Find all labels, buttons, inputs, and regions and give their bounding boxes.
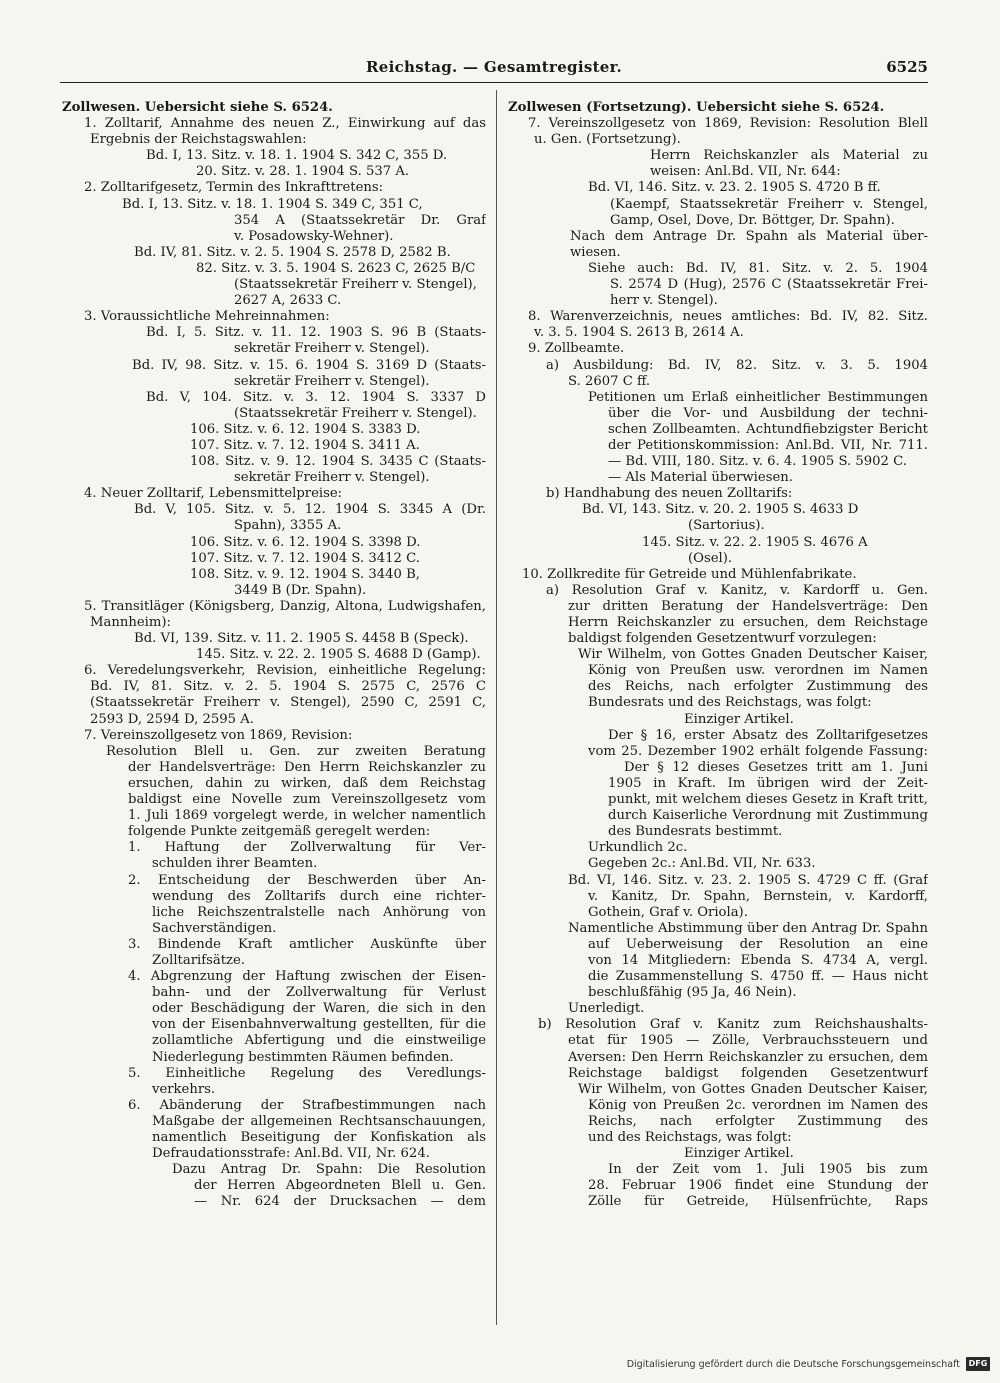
text-line: (Staatssekretär Freiherr v. Stengel), [234, 277, 477, 293]
text-line: Bd. VI, 143. Sitz. v. 20. 2. 1905 S. 4633 D [582, 502, 859, 518]
dfg-logo: DFG [966, 1357, 990, 1371]
text-line: von 14 Mitgliedern: Ebenda S. 4734 A, vergl. [588, 952, 928, 968]
text-line: (Staatssekretär Freiherr v. Stengel), 2590 C, 2591 C, [90, 695, 486, 711]
text-line: Bd. V, 105. Sitz. v. 5. 12. 1904 S. 3345 A (Dr. [134, 502, 486, 518]
text-line: sekretär Freiherr v. Stengel). [234, 341, 430, 357]
text-line: 107. Sitz. v. 7. 12. 1904 S. 3411 A. [190, 437, 420, 453]
text-line: bahn- und der Zollverwaltung für Verlust [152, 985, 486, 1001]
text-line: König von Preußen 2c. verordnen im Namen des [588, 1097, 928, 1113]
text-line: Gothein, Graf v. Oriola). [588, 904, 748, 920]
text-line: der Handelsverträge: Den Herrn Reichskanzler zu [128, 759, 486, 775]
text-line: 20. Sitz. v. 28. 1. 1904 S. 537 A. [196, 164, 410, 180]
text-line: Zollwesen. Uebersicht siehe S. 6524. [62, 100, 333, 115]
text-line: Reichstage baldigst folgenden Gesetzentwurf [568, 1065, 928, 1081]
text-line: (Sartorius). [688, 518, 765, 534]
text-line: 4. Neuer Zolltarif, Lebensmittelpreise: [84, 486, 343, 502]
text-line: baldigst folgenden Gesetzentwurf vorzulegen: [568, 631, 877, 647]
text-line: sekretär Freiherr v. Stengel). [234, 470, 430, 486]
text-line: — Bd. VIII, 180. Sitz. v. 6. 4. 1905 S. 5902 C. [608, 454, 907, 470]
footer [560, 1356, 990, 1374]
text-line: Bd. V, 104. Sitz. v. 3. 12. 1904 S. 3337 D [146, 389, 486, 405]
left-column [62, 100, 486, 1210]
text-line: und des Reichstags, was folgt: [588, 1130, 792, 1145]
page-header [60, 58, 928, 80]
text-line: wiesen. [570, 244, 621, 260]
text-line: Aversen: Den Herrn Reichskanzler zu ersuchen, dem [568, 1049, 928, 1065]
text-line: Einziger Artikel. [684, 711, 794, 727]
text-line: 1905 in Kraft. Im übrigen wird der Zeit- [608, 775, 928, 791]
text-line: Gamp, Osel, Dove, Dr. Böttger, Dr. Spahn). [610, 212, 895, 228]
text-line: Bd. IV, 98. Sitz. v. 15. 6. 1904 S. 3169 D (Staats- [132, 357, 486, 373]
text-line: 3449 B (Dr. Spahn). [234, 582, 367, 598]
text-line: 1. Zolltarif, Annahme des neuen Z., Einwirkung auf das [84, 116, 486, 132]
text-line: Wir Wilhelm, von Gottes Gnaden Deutscher Kaiser, [578, 647, 928, 663]
text-line: v. Kanitz, Dr. Spahn, Bernstein, v. Kardorff, [588, 888, 928, 904]
text-line: 10. Zollkredite für Getreide und Mühlenfabrikate. [522, 566, 857, 582]
text-line: Bd. IV, 81. Sitz. v. 2. 5. 1904 S. 2575 C, 2576 C [90, 679, 486, 695]
text-line: Dazu Antrag Dr. Spahn: Die Resolution [172, 1162, 486, 1178]
text-line: 7. Vereinszollgesetz von 1869, Revision: [84, 727, 353, 743]
text-line: v. 3. 5. 1904 S. 2613 B, 2614 A. [534, 325, 744, 341]
text-line: Gegeben 2c.: Anl.Bd. VII, Nr. 633. [588, 856, 816, 872]
text-line: v. Posadowsky-Wehner). [234, 228, 394, 244]
text-line: des Reichs, nach erfolgter Zustimmung des [588, 679, 928, 695]
text-line: etat für 1905 — Zölle, Verbrauchssteuern und [568, 1033, 928, 1049]
text-line: 108. Sitz. v. 9. 12. 1904 S. 3435 C (Staats- [190, 454, 486, 470]
text-line: verkehrs. [152, 1081, 216, 1097]
text-line: Zolltarifsätze. [152, 952, 245, 968]
text-line: Bundesrats und des Reichstags, was folgt: [588, 695, 872, 711]
text-line: Sachverständigen. [152, 920, 277, 936]
text-line: Bd. I, 13. Sitz. v. 18. 1. 1904 S. 342 C, 355 D. [146, 148, 448, 164]
text-line: über die Vor- und Ausbildung der techni- [608, 405, 928, 421]
text-line: Unerledigt. [568, 1001, 645, 1017]
text-line: Siehe auch: Bd. IV, 81. Sitz. v. 2. 5. 1904 [588, 260, 928, 276]
text-line: vom 25. Dezember 1902 erhält folgende Fassung: [588, 743, 928, 759]
text-line: Bd. VI, 146. Sitz. v. 23. 2. 1905 S. 4729 C ff. (Graf [568, 872, 928, 888]
text-line: weisen: Anl.Bd. VII, Nr. 644: [650, 164, 841, 180]
text-line: baldigst eine Novelle zum Vereinszollgesetz vom [128, 792, 486, 808]
text-line: Zollwesen (Fortsetzung). Uebersicht siehe S. 6524. [508, 100, 885, 115]
text-line: herr v. Stengel). [610, 293, 718, 309]
text-line: 106. Sitz. v. 6. 12. 1904 S. 3383 D. [190, 421, 421, 437]
text-line: Der § 12 dieses Gesetzes tritt am 1. Juni [624, 759, 928, 775]
text-line: Nach dem Antrage Dr. Spahn als Material über- [570, 228, 928, 244]
text-line: auf Ueberweisung der Resolution an eine [588, 936, 928, 952]
page-number: 6525 [886, 58, 928, 76]
text-line: 145. Sitz. v. 22. 2. 1905 S. 4676 A [642, 534, 868, 550]
text-line: Spahn), 3355 A. [234, 518, 342, 534]
text-line: — Als Material überwiesen. [608, 470, 793, 486]
text-line: (Kaempf, Staatssekretär Freiherr v. Stengel, [610, 196, 928, 212]
text-line: die Zusammenstellung S. 4750 ff. — Haus nicht [588, 969, 928, 985]
text-line: 2. Entscheidung der Beschwerden über An- [128, 872, 486, 888]
text-line: — Nr. 624 der Drucksachen — dem [194, 1194, 486, 1210]
text-line: Der § 16, erster Absatz des Zolltarifgesetzes [608, 727, 928, 743]
text-line: zollamtliche Abfertigung und die einstweilige [152, 1033, 486, 1049]
text-line: Bd. I, 13. Sitz. v. 18. 1. 1904 S. 349 C, 351 C, [122, 196, 423, 212]
text-line: 1. Haftung der Zollverwaltung für Ver- [128, 840, 486, 856]
text-line: 145. Sitz. v. 22. 2. 1905 S. 4688 D (Gamp). [196, 647, 481, 663]
text-line: Herrn Reichskanzler zu ersuchen, dem Reichstage [568, 615, 928, 630]
text-line: sekretär Freiherr v. Stengel). [234, 373, 430, 389]
column-divider [496, 90, 497, 1325]
text-line: wendung des Zolltarifs durch eine richter- [152, 888, 486, 904]
text-line: (Osel). [688, 550, 733, 566]
text-line: 28. Februar 1906 findet eine Stundung der [588, 1178, 928, 1194]
text-line: durch Kaiserliche Verordnung mit Zustimmung [608, 808, 928, 824]
text-line: Namentliche Abstimmung über den Antrag Dr. Spahn [568, 920, 928, 936]
text-line: 5. Transitläger (Königsberg, Danzig, Altona, Ludwigshafen, [84, 598, 486, 614]
text-line: (Staatssekretär Freiherr v. Stengel). [234, 405, 477, 421]
text-line: 2. Zolltarifgesetz, Termin des Inkrafttretens: [84, 180, 384, 196]
text-line: 3. Voraussichtliche Mehreinnahmen: [84, 309, 330, 325]
text-line: 6. Veredelungsverkehr, Revision, einheitliche Regelung: [84, 663, 486, 679]
text-line: Ergebnis der Reichstagswahlen: [90, 132, 307, 148]
text-line: Resolution Blell u. Gen. zur zweiten Beratung [106, 743, 486, 759]
text-line: 82. Sitz. v. 3. 5. 1904 S. 2623 C, 2625 B/C [196, 260, 476, 276]
text-line: Mannheim): [90, 615, 171, 630]
text-line: beschlußfähig (95 Ja, 46 Nein). [588, 985, 797, 1001]
text-line: schen Zollbeamten. Achtundfiebzigster Bericht [608, 421, 928, 437]
text-line: Wir Wilhelm, von Gottes Gnaden Deutscher Kaiser, [578, 1081, 928, 1097]
text-line: namentlich Beseitigung der Konfiskation als [152, 1130, 486, 1145]
text-line: 108. Sitz. v. 9. 12. 1904 S. 3440 B, [190, 566, 420, 582]
text-line: punkt, mit welchem dieses Gesetz in Kraft tritt, [608, 792, 928, 808]
text-line: b) Handhabung des neuen Zolltarifs: [546, 486, 793, 502]
text-line: b) Resolution Graf v. Kanitz zum Reichshaushalts- [538, 1017, 928, 1033]
text-line: 9. Zollbeamte. [528, 341, 625, 357]
text-line: König von Preußen usw. verordnen im Namen [588, 663, 928, 679]
text-line: der Herren Abgeordneten Blell u. Gen. [194, 1178, 486, 1194]
text-line: liche Reichszentralstelle nach Anhörung von [152, 904, 486, 920]
footer-credit: Digitalisierung gefördert durch die Deutsche Forschungsgemeinschaft [626, 1359, 960, 1370]
text-line: Urkundlich 2c. [588, 840, 688, 856]
text-line: schulden ihrer Beamten. [152, 856, 318, 872]
text-line: 6. Abänderung der Strafbestimmungen nach [128, 1097, 486, 1113]
text-line: folgende Punkte zeitgemäß geregelt werden: [128, 824, 431, 840]
text-line: 107. Sitz. v. 7. 12. 1904 S. 3412 C. [190, 550, 420, 566]
right-column [508, 100, 928, 1210]
text-line: Bd. VI, 146. Sitz. v. 23. 2. 1905 S. 4720 B ff. [588, 180, 881, 196]
text-line: Bd. VI, 139. Sitz. v. 11. 2. 1905 S. 4458 B (Speck). [134, 631, 469, 647]
text-line: S. 2574 D (Hug), 2576 C (Staatssekretär Frei- [610, 277, 928, 293]
text-line: der Petitionskommission: Anl.Bd. VII, Nr. 711. [608, 437, 928, 453]
text-line: zur dritten Beratung der Handelsverträge: Den [568, 598, 928, 614]
text-line: 2627 A, 2633 C. [234, 293, 342, 309]
text-line: Defraudationsstrafe: Anl.Bd. VII, Nr. 624. [152, 1146, 430, 1162]
text-line: von der Eisenbahnverwaltung gestellten, für die [152, 1017, 486, 1033]
text-line: Einziger Artikel. [684, 1146, 794, 1162]
text-line: a) Resolution Graf v. Kanitz, v. Kardorff u. Gen. [546, 582, 928, 598]
text-line: 354 A (Staatssekretär Dr. Graf [234, 212, 486, 228]
text-line: des Bundesrats bestimmt. [608, 824, 783, 840]
text-line: oder Beschädigung der Waren, die sich in den [152, 1001, 486, 1017]
text-line: 7. Vereinszollgesetz von 1869, Revision: Resolution Blell [528, 116, 928, 132]
text-line: S. 2607 C ff. [568, 373, 651, 389]
text-line: 106. Sitz. v. 6. 12. 1904 S. 3398 D. [190, 534, 421, 550]
text-line: Niederlegung bestimmten Räumen befinden. [152, 1049, 454, 1065]
text-line: 2593 D, 2594 D, 2595 A. [90, 711, 254, 727]
text-line: Bd. IV, 81. Sitz. v. 2. 5. 1904 S. 2578 D, 2582 B. [134, 244, 451, 260]
text-line: u. Gen. (Fortsetzung). [534, 132, 681, 148]
text-line: Herrn Reichskanzler als Material zu [650, 148, 928, 164]
text-line: Reichs, nach erfolgter Zustimmung des [588, 1113, 928, 1129]
text-line: 4. Abgrenzung der Haftung zwischen der Eisen- [128, 969, 486, 985]
running-head: Reichstag. — Gesamtregister. [365, 58, 622, 76]
text-line: a) Ausbildung: Bd. IV, 82. Sitz. v. 3. 5. 1904 [546, 357, 928, 373]
text-line: Maßgabe der allgemeinen Rechtsanschauungen, [152, 1113, 486, 1129]
text-line: 1. Juli 1869 vorgelegt werde, in welcher namentlich [128, 808, 486, 824]
text-line: In der Zeit vom 1. Juli 1905 bis zum [608, 1162, 928, 1178]
text-line: Zölle für Getreide, Hülsenfrüchte, Raps [588, 1194, 928, 1210]
header-rule [60, 82, 928, 83]
text-line: Bd. I, 5. Sitz. v. 11. 12. 1903 S. 96 B (Staats- [146, 325, 486, 341]
text-line: 8. Warenverzeichnis, neues amtliches: Bd. IV, 82. Sitz. [528, 309, 928, 325]
text-line: 3. Bindende Kraft amtlicher Auskünfte über [128, 936, 486, 952]
text-line: 5. Einheitliche Regelung des Veredlungs- [128, 1065, 486, 1081]
text-line: ersuchen, dahin zu wirken, daß dem Reichstag [128, 775, 486, 791]
text-line: Petitionen um Erlaß einheitlicher Bestimmungen [588, 389, 928, 405]
